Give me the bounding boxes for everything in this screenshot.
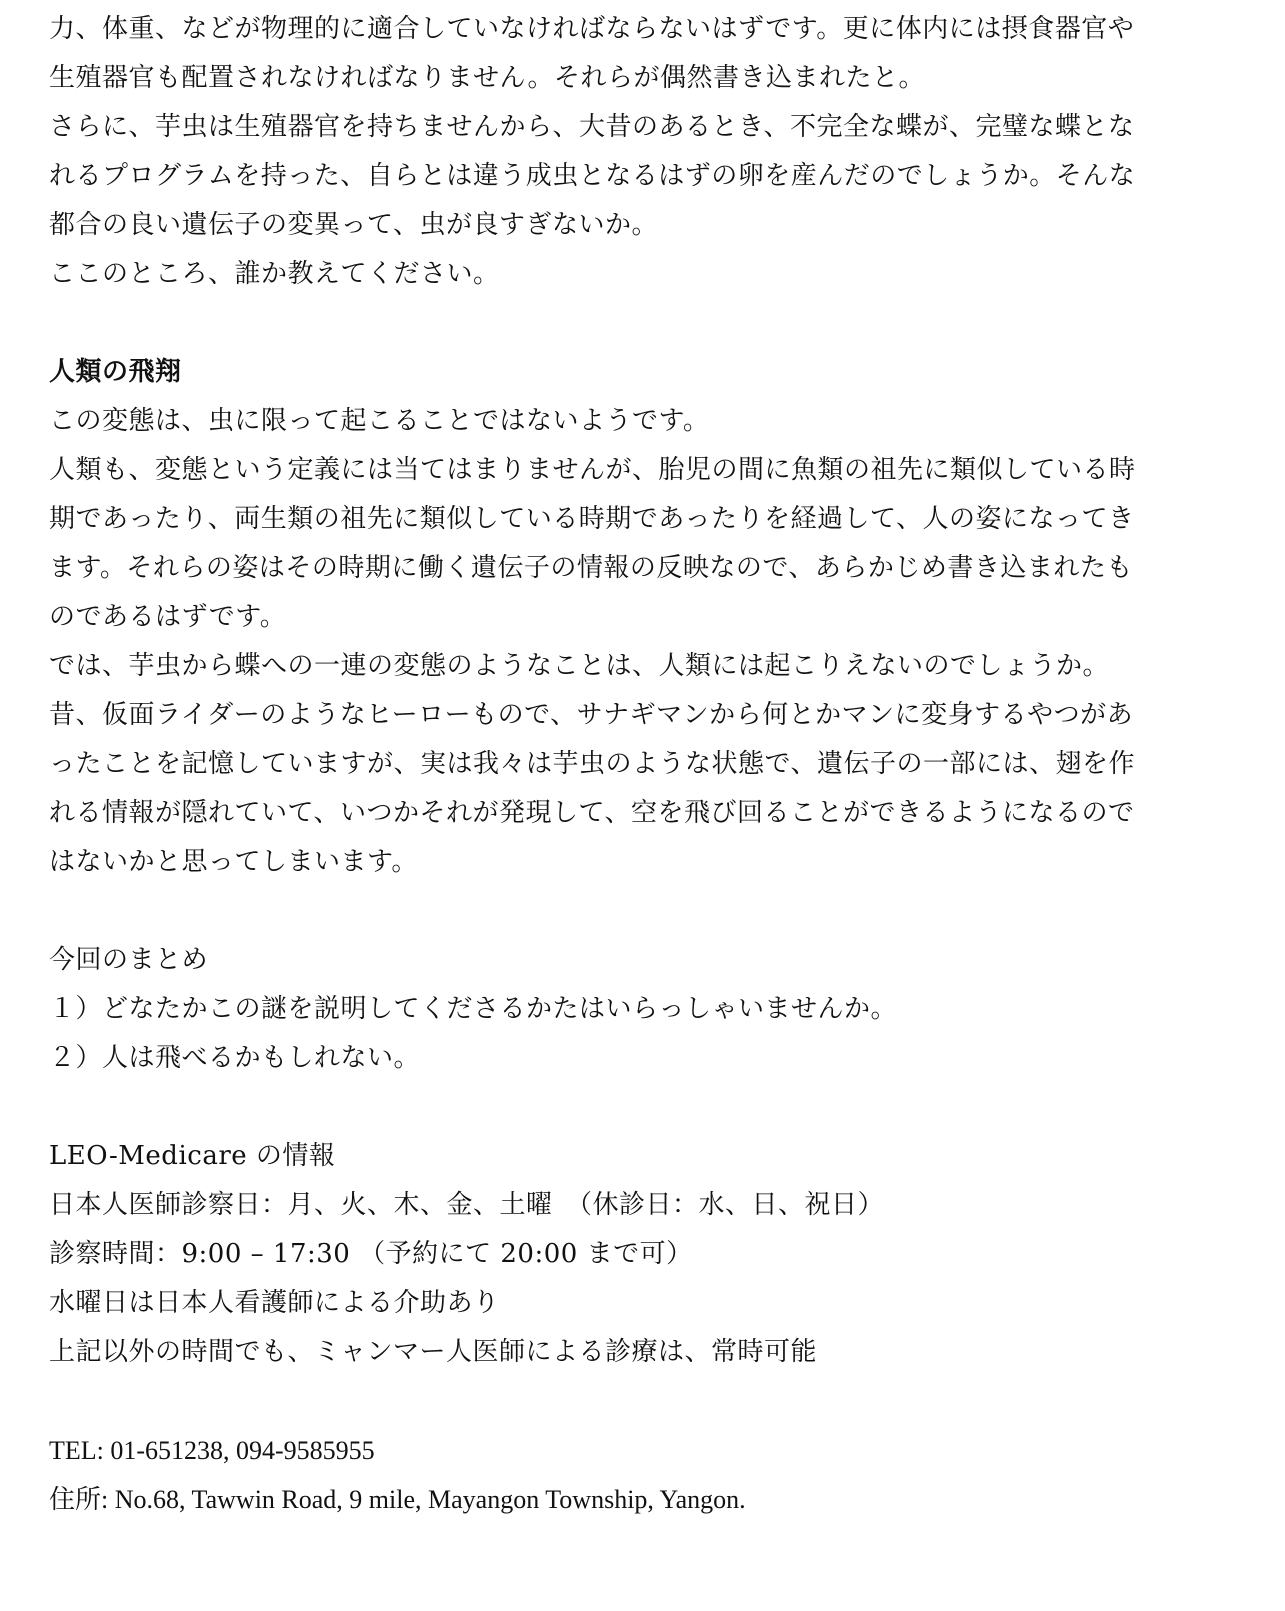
paragraph-line: 期であったり、両生類の祖先に類似している時期であったりを経過して、人の姿になってき [49,504,1135,534]
paragraph-line: この変態は、虫に限って起こることではないようです。 [49,406,710,436]
document-page [49,5,1249,1524]
clinic-days: 日本人医師診察日：月、火、木、金、土曜 （休診日：水、日、祝日） [49,1190,885,1220]
paragraph-line: 人類も、変態という定義には当てはまりませんが、胎児の間に魚類の祖先に類似している時 [49,455,1136,485]
summary-section [49,936,1249,1083]
clinic-info-section [49,1132,1249,1377]
paragraph-line: 力、体重、などが物理的に適合していなければならないはずです。更に体内には摂食器官や [49,14,1135,44]
clinic-hours: 診察時間：9:00 – 17:30 （予約にて 20:00 まで可） [49,1239,693,1269]
section-heading: 人類の飛翔 [49,357,182,387]
paragraph-line: ます。それらの姿はその時期に働く遺伝子の情報の反映なので、あらかじめ書き込まれたも [49,553,1133,583]
paragraph-line: ここのところ、誰か教えてください。 [49,259,500,289]
contact-address: 住所: No.68, Tawwin Road, 9 mile, Mayangon Township, Yangon. [49,1485,746,1514]
spacer [49,299,1249,348]
clinic-heading: LEO-Medicare の情報 [49,1141,336,1171]
flight-section [49,348,1249,887]
spacer [49,1083,1249,1132]
paragraph-line: のであるはずです。 [49,602,287,632]
paragraph-line: さらに、芋虫は生殖器官を持ちませんから、大昔のあるとき、不完全な蝶が、完璧な蝶とな [49,112,1135,142]
spacer [49,1377,1249,1426]
paragraph-line: 都合の良い遺伝子の変異って、虫が良すぎないか。 [49,210,658,240]
paragraph-line: れるプログラムを持った、自らとは違う成虫となるはずの卵を産んだのでしょうか。そんな [49,161,1136,191]
contact-tel: TEL: 01-651238, 094-9585955 [49,1436,375,1465]
spacer [49,887,1249,936]
paragraph-line: れる情報が隠れていて、いつかそれが発現して、空を飛び回ることができるようになるので [49,798,1135,828]
clinic-other-hours: 上記以外の時間でも、ミャンマー人医師による診療は、常時可能 [49,1337,817,1367]
summary-item: ２）人は飛べるかもしれない。 [49,1043,421,1073]
contact-section [49,1426,1249,1524]
summary-item: １）どなたかこの謎を説明してくださるかたはいらっしゃいませんか。 [49,994,898,1024]
intro-section [49,5,1249,299]
clinic-nurse-note: 水曜日は日本人看護師による介助あり [49,1288,500,1318]
paragraph-line: ったことを記憶していますが、実は我々は芋虫のような状態で、遺伝子の一部には、翅を作 [49,749,1135,779]
paragraph-line: 生殖器官も配置されなければなりません。それらが偶然書き込まれたと。 [49,63,926,93]
paragraph-line: はないかと思ってしまいます。 [49,847,418,877]
summary-heading: 今回のまとめ [49,945,209,975]
paragraph-line: では、芋虫から蝶への一連の変態のようなことは、人類には起こりえないのでしょうか。 [49,651,1110,681]
paragraph-line: 昔、仮面ライダーのようなヒーローもので、サナギマンから何とかマンに変身するやつがあ [49,700,1134,730]
